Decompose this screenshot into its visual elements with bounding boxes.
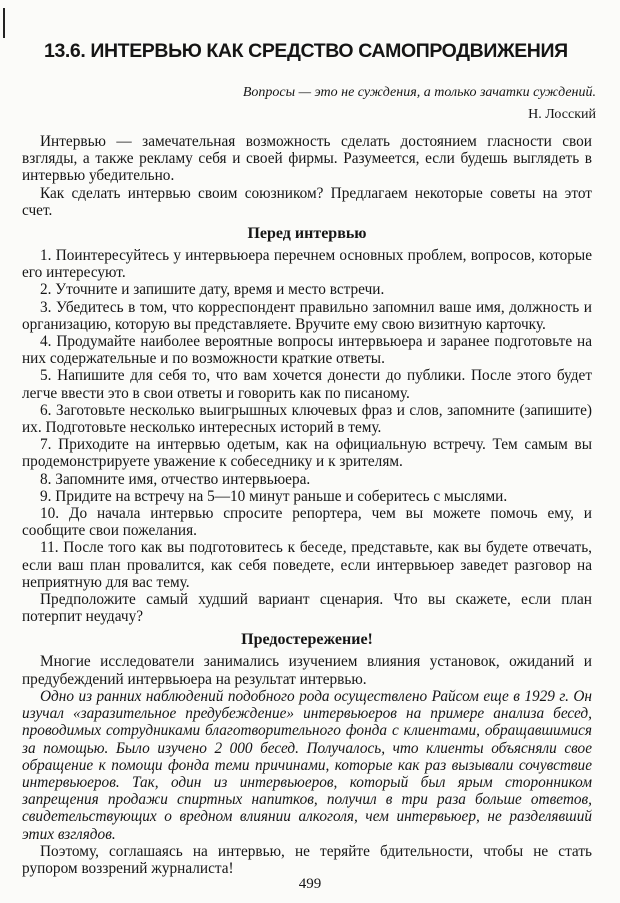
section-title: 13.6. ИНТЕРВЬЮ КАК СРЕДСТВО САМОПРОДВИЖЕНИЯ [44,40,568,62]
body-text [22,133,592,877]
epigraph-author: Н. Лосский [528,107,596,122]
conclusion-paragraph: Поэтому, соглашаясь на интервью, не теряйте бдительности, чтобы не стать рупором воззрений журналиста! [22,842,592,877]
tip-item: 5. Напишите для себя то, что вам хочется донести до публики. После этого будет легче ввести это в свои ответы и говорить как по писаному. [22,367,592,402]
scan-edge-mark [3,8,5,38]
scenario-paragraph: Предположите самый худший вариант сценария. Что вы скажете, если план потерпит неудачу? [22,591,592,626]
tip-item: 3. Убедитесь в том, что корреспондент правильно запомнил ваше имя, должность и организацию, которую вы представляете. Вручите ему свою визитную карточку. [22,298,592,333]
tip-item: 10. До начала интервью спросите репортера, чем вы можете помочь ему, и сообщите свои пожелания. [22,505,592,540]
page-number: 499 [298,876,322,892]
tip-item: 4. Продумайте наиболее вероятные вопросы интервьюера и заранее подготовьте на них содержательные и по возможности краткие ответы. [22,333,592,368]
case-study-paragraph: Одно из ранних наблюдений подобного рода осуществлено Райсом еще в 1929 г. Он изучал «заразительное предубеждение» интервьюеров на примере анализа бесед, проводимых сотрудниками благотворительного фонда с клиентами, обращавшимися за помощью. Было изучено 2 000 бесед. Получалось, что клиенты объясняли свое обращение к помощи фонда теми причинами, которые как раз вызывали сочувствие интервьюеров. Так, один из интервьюеров, который был ярым сторонником запрещения продажи спиртных напитков, получил в три раза больше ответов, свидетельствующих о вредном влиянии алкоголя, чем интервьюер, не разделявший этих взглядов. [22,687,592,843]
before-interview-heading: Перед интервью [247,225,367,243]
tip-item: 9. Придите на встречу на 5—10 минут раньше и соберитесь с мыслями. [40,487,508,505]
tip-item: 8. Запомните имя, отчество интервьюера. [40,470,311,488]
tip-item: 1. Поинтересуйтесь у интервьюера перечнем основных проблем, вопросов, которые его интересуют. [22,247,592,282]
epigraph-quote: Вопросы — это не суждения, а только зачатки суждений. [242,85,596,100]
tip-item: 7. Приходите на интервью одетым, как на официальную встречу. Тем самым вы продемонстрируете уважение к собеседнику и к зрителям. [22,436,592,471]
intro-paragraph: Интервью — замечательная возможность сделать достоянием гласности свои взгляды, а также рекламу себя и своей фирмы. Разумеется, если будешь выглядеть в интервью убедительно. [22,133,592,185]
warning-paragraph: Многие исследователи занимались изучением влияния установок, ожиданий и предубеждений интервьюера на результат интервью. [22,653,592,688]
tip-item: 11. После того как вы подготовитесь к беседе, представьте, как вы будете отвечать, если ваш план провалится, как себя поведете, если интервьюер заведет разговор на неприятную для вас тему. [22,539,592,591]
epigraph [243,82,596,126]
tip-item: 6. Заготовьте несколько выигрышных ключевых фраз и слов, запомните (запишите) их. Подготовьте несколько интересных историй в тему. [22,401,592,437]
intro-paragraph: Как сделать интервью своим союзником? Предлагаем некоторые советы на этот счет. [22,184,592,219]
tip-item: 2. Уточните и запишите дату, время и место встречи. [40,281,385,299]
warning-heading: Предостережение! [241,631,373,649]
